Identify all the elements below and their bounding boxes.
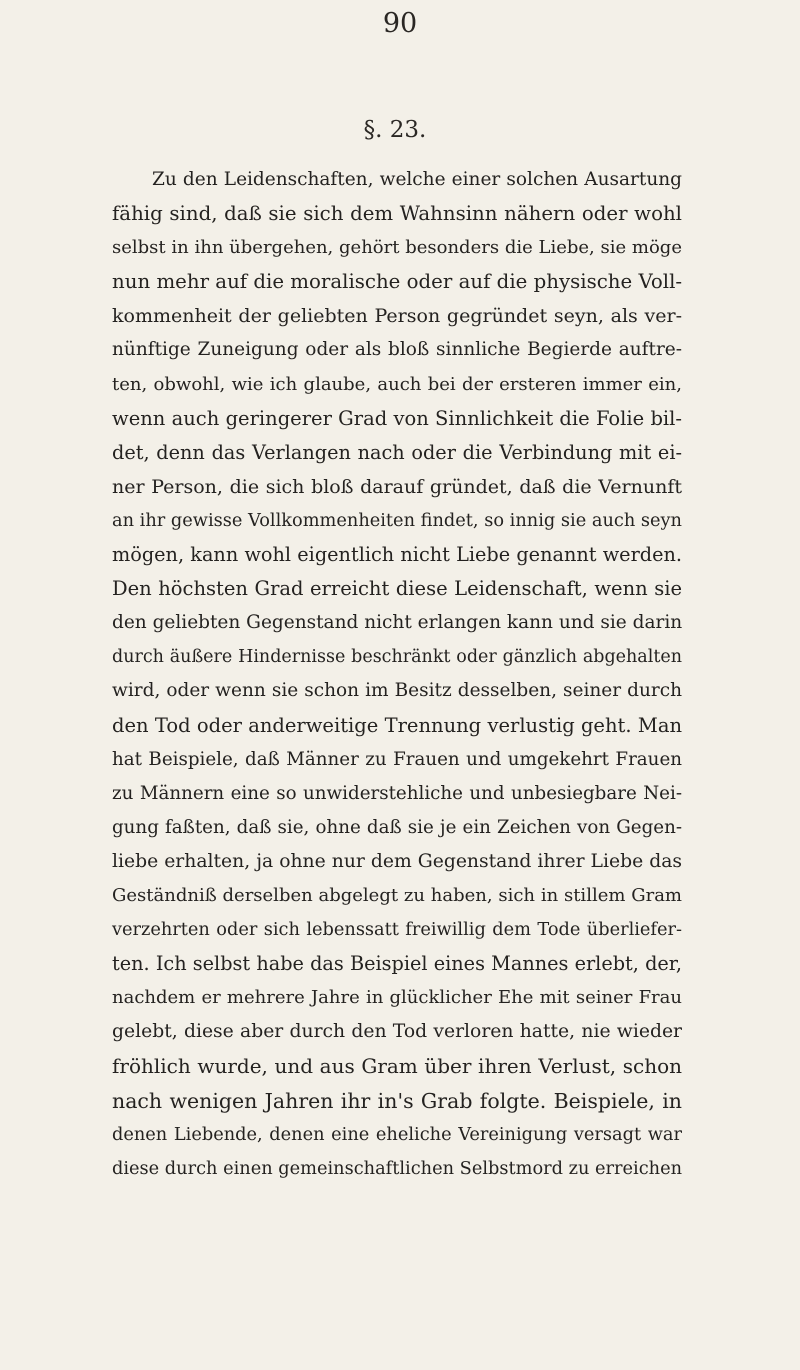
text-line: verzehrten oder sich lebenssatt freiwillig dem Tode überliefer-: [112, 920, 682, 941]
text-line: fähig sind, daß sie sich dem Wahnsinn nähern oder wohl: [112, 202, 682, 226]
text-line: nünftige Zuneigung oder als bloß sinnliche Begierde auftre-: [112, 339, 682, 361]
text-line: gelebt, diese aber durch den Tod verloren hatte, nie wieder: [112, 1021, 682, 1043]
text-line: ner Person, die sich bloß darauf gründet, daß die Vernunft: [112, 475, 682, 498]
text-line: nachdem er mehrere Jahre in glücklicher Ehe mit seiner Frau: [112, 987, 682, 1009]
text-line: zu Männern eine so unwiderstehliche und unbesiegbare Nei-: [112, 782, 682, 804]
text-line: fröhlich wurde, und aus Gram über ihren Verlust, schon: [112, 1054, 682, 1079]
text-line: denen Liebende, denen eine eheliche Vereinigung versagt war: [112, 1124, 682, 1145]
text-line: nach wenigen Jahren ihr in's Grab folgte. Beispiele, in: [112, 1088, 682, 1113]
text-line: wenn auch geringerer Grad von Sinnlichkeit die Folie bil-: [112, 406, 682, 430]
text-line: den geliebten Gegenstand nicht erlangen kann und sie darin: [112, 612, 683, 634]
text-line: mögen, kann wohl eigentlich nicht Liebe genannt werden.: [112, 543, 682, 567]
text-line: Zu den Leidenschaften, welche einer solchen Ausartung: [152, 169, 682, 190]
text-line: hat Beispiele, daß Männer zu Frauen und umgekehrt Frauen: [112, 748, 682, 770]
page-number: 90: [382, 8, 418, 39]
text-line: an ihr gewisse Vollkommenheiten findet, so innig sie auch seyn: [112, 510, 682, 531]
text-line: ten. Ich selbst habe das Beispiel eines Mannes erlebt, der,: [112, 952, 682, 976]
text-line: liebe erhalten, ja ohne nur dem Gegenstand ihrer Liebe das: [112, 850, 682, 872]
text-line: det, denn das Verlangen nach oder die Verbindung mit ei-: [112, 440, 682, 464]
text-line: diese durch einen gemeinschaftlichen Selbstmord zu erreichen: [112, 1158, 683, 1179]
text-line: den Tod oder anderweitige Trennung verlustig geht. Man: [112, 713, 682, 737]
text-line: kommenheit der geliebten Person gegründet seyn, als ver-: [112, 305, 682, 328]
text-line: selbst in ihn übergehen, gehört besonders die Liebe, sie möge: [112, 237, 682, 259]
text-line: gung faßten, daß sie, ohne daß sie je ein Zeichen von Gegen-: [112, 816, 682, 838]
section-heading: §. 23.: [363, 117, 427, 143]
body-paragraph: [112, 163, 682, 1186]
text-line: Geständniß derselben abgelegt zu haben, sich in stillem Gram: [112, 884, 682, 906]
text-line: durch äußere Hindernisse beschränkt oder gänzlich abgehalten: [112, 647, 682, 668]
text-line: nun mehr auf die moralische oder auf die physische Voll-: [112, 270, 683, 294]
text-line: ten, obwohl, wie ich glaube, auch bei der ersteren immer ein,: [112, 373, 682, 395]
text-line: wird, oder wenn sie schon im Besitz desselben, seiner durch: [112, 680, 682, 702]
text-line: Den höchsten Grad erreicht diese Leidenschaft, wenn sie: [112, 577, 682, 601]
